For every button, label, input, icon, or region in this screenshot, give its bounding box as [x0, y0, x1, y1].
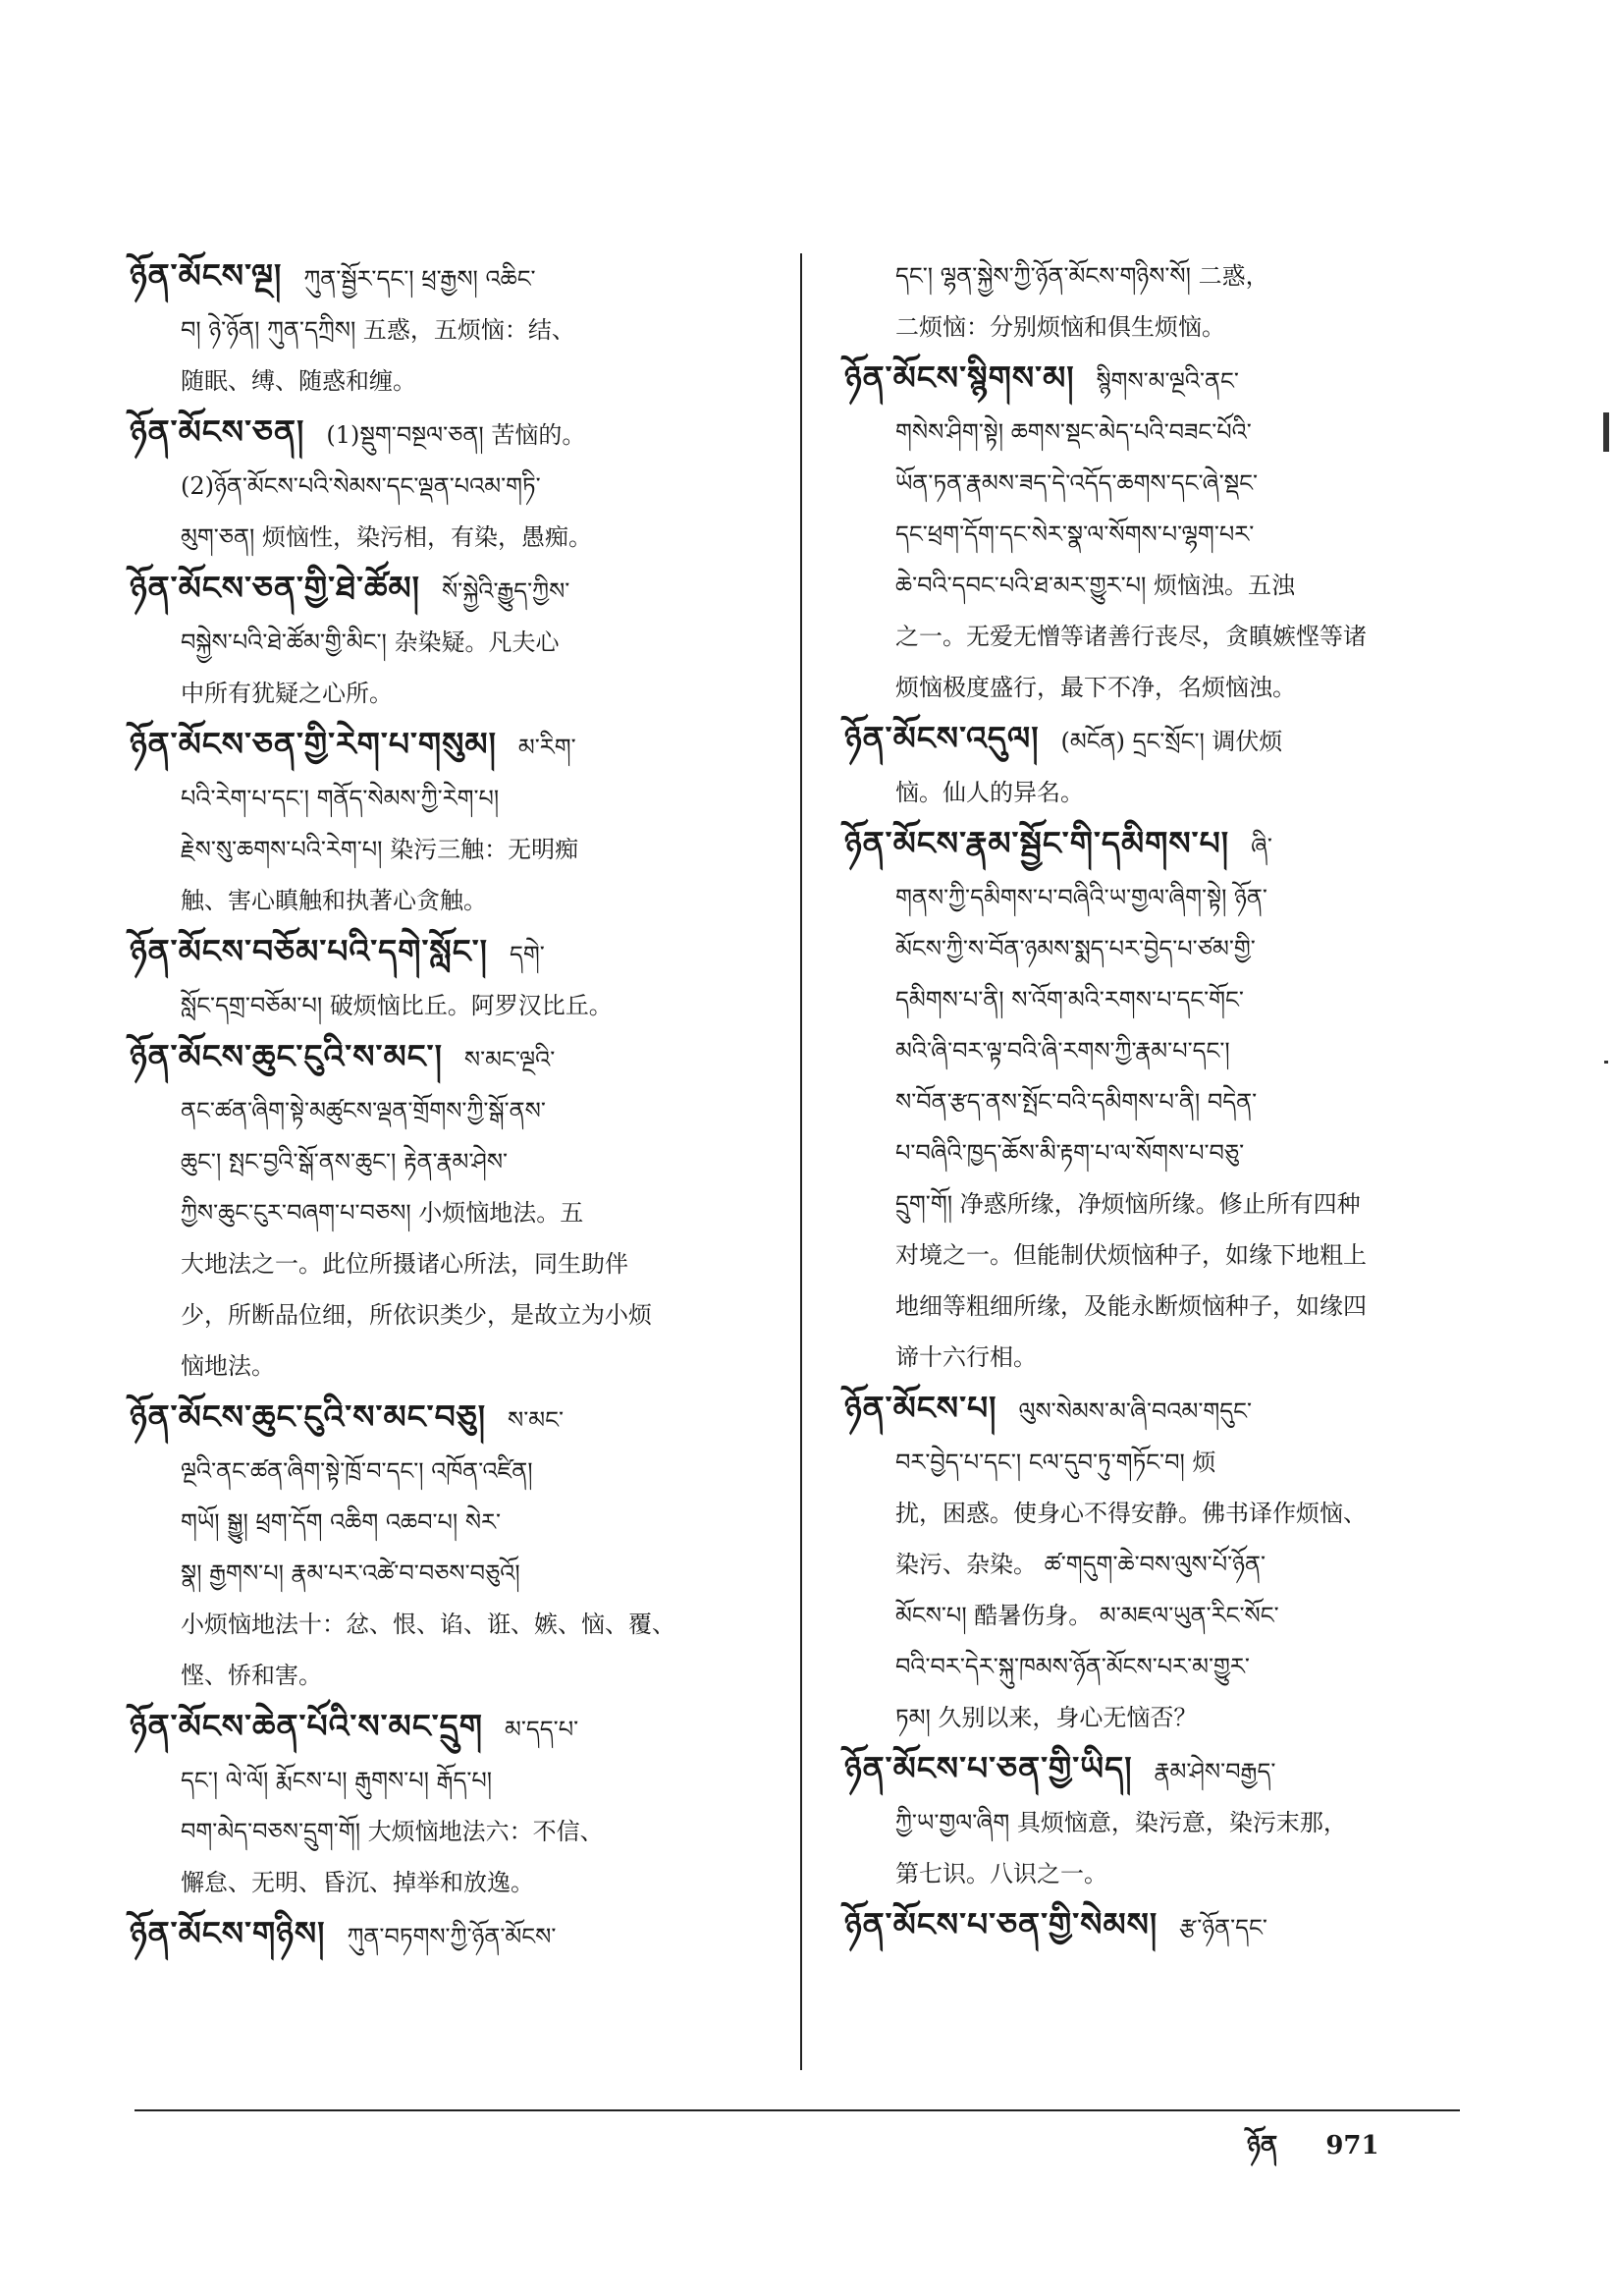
- entry-line: 染污、杂染。 ཚ་གདུག་ཆེ་བས་ལུས་པོ་ཉོན་: [895, 1551, 1266, 1578]
- dictionary-entry: [130, 563, 778, 719]
- entry-headword: ཉོན་མོངས་ལྔ།: [130, 256, 283, 295]
- entry-line: ཡོན་ཏན་རྣམས་ཟད་དེ་འདོད་ཆགས་དང་ཞེ་སྡང་: [895, 469, 1258, 497]
- entry-line: 悭、㤭和害。: [181, 1662, 322, 1689]
- dictionary-entry: [844, 818, 1453, 1383]
- dictionary-entry: [844, 250, 1453, 353]
- entry-line: པ་བཞིའི་ཁྱད་ཆོས་མི་རྟག་པ་ལ་སོགས་པ་བཅུ་: [895, 1139, 1245, 1167]
- entry-headword: ཉོན་མོངས་གཉིས།: [130, 1914, 326, 1952]
- entry-line: 大地法之一。此位所摄诸心所法，同生助伴: [181, 1250, 628, 1278]
- entry-headword: ཉོན་མོངས་པ་ཅན་གྱི་སེམས།: [844, 1905, 1158, 1943]
- entry-text: (1)སྡུག་བསྔལ་ཅན། 苦恼的。: [326, 421, 586, 449]
- entry-line: [130, 1701, 778, 1755]
- entry-text: སྙིགས་མ་ལྔའི་ནང་: [1096, 367, 1239, 395]
- entry-line: བ། ཉེ་ཉོན། ཀུན་དཀྲིས། 五惑，五烦恼：结、: [181, 316, 575, 344]
- entry-line: དྲུག་གོ། 净惑所缘，净烦恼所缘。修止所有四种: [895, 1190, 1361, 1218]
- entry-text: ས་མང་: [508, 1406, 565, 1434]
- entry-headword: ཉོན་མོངས་བཅོམ་པའི་དགེ་སློང་།: [130, 932, 488, 970]
- entry-line: [844, 1899, 1453, 1953]
- entry-text: མ་དད་པ་: [505, 1716, 579, 1743]
- right-column: [844, 250, 1453, 1953]
- entry-line: དང་། ལྷན་སྐྱེས་ཀྱི་ཉོན་མོངས་གཉིས་སོ། 二惑，: [895, 262, 1269, 290]
- scan-edge-mark: [1603, 412, 1609, 452]
- entry-line: [844, 818, 1453, 872]
- entry-text: དགེ་: [509, 941, 545, 968]
- entry-line: གཡོ། སྒྱུ། ཕྲག་དོག འཆིག འཆབ་པ། སེར་: [181, 1508, 502, 1536]
- entry-line: བའི་བར་དེར་སྐུ་ཁམས་ཉོན་མོངས་པར་མ་གྱུར་: [895, 1653, 1250, 1680]
- entry-line: [130, 407, 778, 461]
- entry-line: [844, 353, 1453, 407]
- entry-headword: ཉོན་མོངས་ཆེན་པོའི་ས་མང་དྲུག: [130, 1707, 483, 1745]
- entry-text: མ་རིག་: [517, 734, 576, 761]
- footer-section: ཉོན: [1247, 2131, 1278, 2160]
- entry-headword: ཉོན་མོངས་རྣམ་སྦྱོང་གི་དམིགས་པ།: [844, 824, 1230, 862]
- entry-line: གནས་ཀྱི་དམིགས་པ་བཞིའི་ཡ་གྱལ་ཞིག་སྟེ། ཉོན་: [895, 884, 1267, 911]
- footer-rule: [135, 2109, 1460, 2111]
- entry-line: 地细等粗细所缘，及能永断烦恼种子，如缘四: [895, 1292, 1367, 1320]
- entry-text: སོ་སྐྱེའི་རྒྱུད་ཀྱིས་: [441, 577, 570, 605]
- dictionary-entry: [844, 713, 1453, 818]
- entry-line: 恼地法。: [181, 1352, 275, 1380]
- entry-line: 中所有犹疑之心所。: [181, 680, 393, 707]
- entry-line: སྣ། རྒྱགས་པ། རྣམ་པར་འཚེ་བ་བཅས་བཅུའོ།: [181, 1559, 520, 1587]
- entry-line: [844, 1743, 1453, 1797]
- entry-line: [130, 719, 778, 773]
- entry-text: ས་མང་ལྔའི་: [463, 1046, 556, 1073]
- entry-text: (མངོན) དྲང་སྲོང་། 调伏烦: [1060, 728, 1283, 755]
- entry-text: ཀུན་སྦྱོར་དང་། ཕྲ་རྒྱས། འཆིང་: [303, 265, 536, 293]
- entry-line: བསྐྱེས་པའི་ཐེ་ཚོམ་གྱི་མིང་། 杂染疑。凡夫心: [181, 629, 560, 656]
- entry-line: མོངས་ཀྱི་ས་བོན་ཉམས་སྨད་པར་བྱེད་པ་ཙམ་གྱི་: [895, 935, 1256, 962]
- entry-line: ལྔའི་ནང་ཚན་ཞིག་སྟེ་ཁྲོ་བ་དང་། འཁོན་འཛིན།: [181, 1457, 533, 1485]
- entry-line: རྗེས་སུ་ཆགས་པའི་རེག་པ། 染污三触：无明痴: [181, 836, 579, 863]
- scan-edge-mark: [1604, 1061, 1608, 1064]
- dictionary-entry: [844, 353, 1453, 713]
- entry-line: བག་མེད་བཅས་དྲུག་གོ། 大烦恼地法六：不信、: [181, 1818, 604, 1845]
- page-number: 971: [1325, 2131, 1379, 2160]
- entry-text: ཞི་: [1251, 833, 1272, 860]
- entry-text: ཀུན་བཏགས་ཀྱི་ཉོན་མོངས་: [347, 1923, 557, 1950]
- entry-headword: ཉོན་མོངས་པ་ཅན་གྱི་ཡིད།: [844, 1749, 1133, 1787]
- entry-headword: ཉོན་མོངས་ཅན།: [130, 412, 305, 451]
- entry-line: 触、害心瞋触和执著心贪触。: [181, 887, 487, 914]
- dictionary-entry: [130, 407, 778, 563]
- entry-line: དང་ཕྲག་དོག་དང་སེར་སྣ་ལ་སོགས་པ་ལྷག་པར་: [895, 520, 1255, 548]
- entry-line: 烦恼极度盛行，最下不净，名烦恼浊。: [895, 674, 1296, 701]
- dictionary-entry: [130, 1908, 778, 1962]
- entry-line: མོངས་པ། 酷暑伤身。 མ་མཇལ་ཡུན་རིང་སོང་: [895, 1602, 1279, 1629]
- dictionary-entry: [130, 719, 778, 926]
- dictionary-entry: [130, 1392, 778, 1701]
- entry-line: སློང་དགྲ་བཅོམ་པ། 破烦恼比丘。阿罗汉比丘。: [181, 992, 613, 1019]
- entry-text: ལུས་སེམས་མ་ཞི་བའམ་གདུང་: [1018, 1397, 1253, 1425]
- entry-line: [130, 1031, 778, 1085]
- entry-line: 第七识。八识之一。: [895, 1860, 1107, 1887]
- entry-line: དང་། ལེ་ལོ། རྨོངས་པ། རྒུགས་པ། རྒོད་པ།: [181, 1767, 493, 1794]
- dictionary-entry: [844, 1383, 1453, 1743]
- entry-headword: ཉོན་མོངས་ཅན་གྱི་རེག་པ་གསུམ།: [130, 725, 497, 763]
- entry-line: [844, 1383, 1453, 1437]
- entry-line: 随眠、缚、随惑和缠。: [181, 367, 416, 395]
- entry-line: [130, 250, 778, 304]
- entry-line: 之一。无爱无憎等诸善行丧尽，贪瞋嫉悭等诸: [895, 623, 1367, 650]
- entry-line: [130, 1908, 778, 1962]
- entry-line: ཀྱིས་ཆུང་ངུར་བཞག་པ་བཅས། 小烦恼地法。五: [181, 1199, 584, 1227]
- entry-line: (2)ཉོན་མོངས་པའི་སེམས་དང་ལྡན་པའམ་གཏི་: [181, 472, 541, 500]
- entry-line: ཀྱི་ཡ་གྱལ་ཞིག 具烦恼意，染污意，染污末那，: [895, 1809, 1347, 1836]
- column-divider: [800, 253, 802, 2070]
- entry-line: 懈怠、无明、昏沉、掉举和放逸。: [181, 1869, 534, 1896]
- entry-line: 扰，困惑。使身心不得安静。佛书译作烦恼、: [895, 1500, 1367, 1527]
- entry-line: 恼。仙人的异名。: [895, 779, 1084, 806]
- entry-line: 小烦恼地法十：忿、恨、谄、诳、嫉、恼、覆、: [181, 1611, 675, 1638]
- dictionary-entry: [844, 1899, 1453, 1953]
- entry-line: པའི་རེག་པ་དང་། གནོད་སེམས་ཀྱི་རེག་པ།: [181, 785, 500, 812]
- entry-headword: ཉོན་མོངས་ཆུང་ངུའི་ས་མང་།: [130, 1037, 443, 1075]
- entry-line: བར་བྱེད་པ་དང་། ངལ་དུབ་ཏུ་གཏོང་བ། 烦: [895, 1449, 1216, 1476]
- entry-line: དམིགས་པ་ནི། ས་འོག་མའི་རགས་པ་དང་གོང་: [895, 986, 1244, 1013]
- entry-line: [130, 1392, 778, 1446]
- entry-line: [130, 563, 778, 617]
- entry-text: རྩ་ཉོན་དང་: [1179, 1914, 1267, 1941]
- dictionary-entry: [130, 250, 778, 407]
- entry-line: 少，所断品位细，所依识类少，是故立为小烦: [181, 1301, 652, 1329]
- dictionary-entry: [130, 1031, 778, 1392]
- entry-line: [844, 713, 1453, 767]
- entry-headword: ཉོན་མོངས་འདུལ།: [844, 719, 1040, 757]
- entry-headword: ཉོན་མོངས་ཆུང་ངུའི་ས་མང་བཅུ།: [130, 1397, 487, 1436]
- entry-line: 对境之一。但能制伏烦恼种子，如缘下地粗上: [895, 1241, 1367, 1269]
- entry-line: 二烦恼：分别烦恼和俱生烦恼。: [895, 313, 1225, 341]
- dictionary-entry: [844, 1743, 1453, 1899]
- dictionary-entry: [130, 926, 778, 1031]
- entry-line: མའི་ཞི་བར་ལྟ་བའི་ཞི་རགས་ཀྱི་རྣམ་པ་དང་།: [895, 1037, 1230, 1065]
- entry-line: ཆེ་བའི་དབང་པའི་ཐ་མར་གྱུར་པ། 烦恼浊。五浊: [895, 572, 1295, 599]
- entry-line: 谛十六行相。: [895, 1343, 1037, 1371]
- dictionary-entry: [130, 1701, 778, 1908]
- entry-line: མུག་ཅན། 烦恼性，染污相，有染，愚痴。: [181, 523, 593, 551]
- left-column: [130, 250, 778, 1962]
- entry-line: ཆུང་། སྤང་བྱའི་སྒོ་ནས་ཆུང་། རྟེན་རྣམ་ཤེས་: [181, 1148, 509, 1175]
- entry-headword: ཉོན་མོངས་པ།: [844, 1389, 997, 1427]
- entry-headword: ཉོན་མོངས་ཅན་གྱི་ཐེ་ཚོམ།: [130, 569, 420, 607]
- entry-line: ནང་ཚན་ཞིག་སྟེ་མཚུངས་ལྡན་གྲོགས་ཀྱི་སྒོ་ནས་: [181, 1097, 546, 1124]
- entry-line: ཏམ། 久别以来，身心无恼否？: [895, 1704, 1198, 1731]
- entry-line: ས་བོན་རྩད་ནས་སྤོང་བའི་དམིགས་པ་ནི། བདེན་: [895, 1088, 1258, 1116]
- entry-line: [130, 926, 778, 980]
- entry-line: གསེས་ཤིག་སྟེ། ཆགས་སྡང་མེད་པའི་བཟང་པོའི་: [895, 418, 1252, 446]
- page-footer: [1247, 2117, 1419, 2189]
- entry-headword: ཉོན་མོངས་སྙིགས་མ།: [844, 358, 1075, 397]
- entry-text: རྣམ་ཤེས་བརྒྱད་: [1154, 1758, 1276, 1785]
